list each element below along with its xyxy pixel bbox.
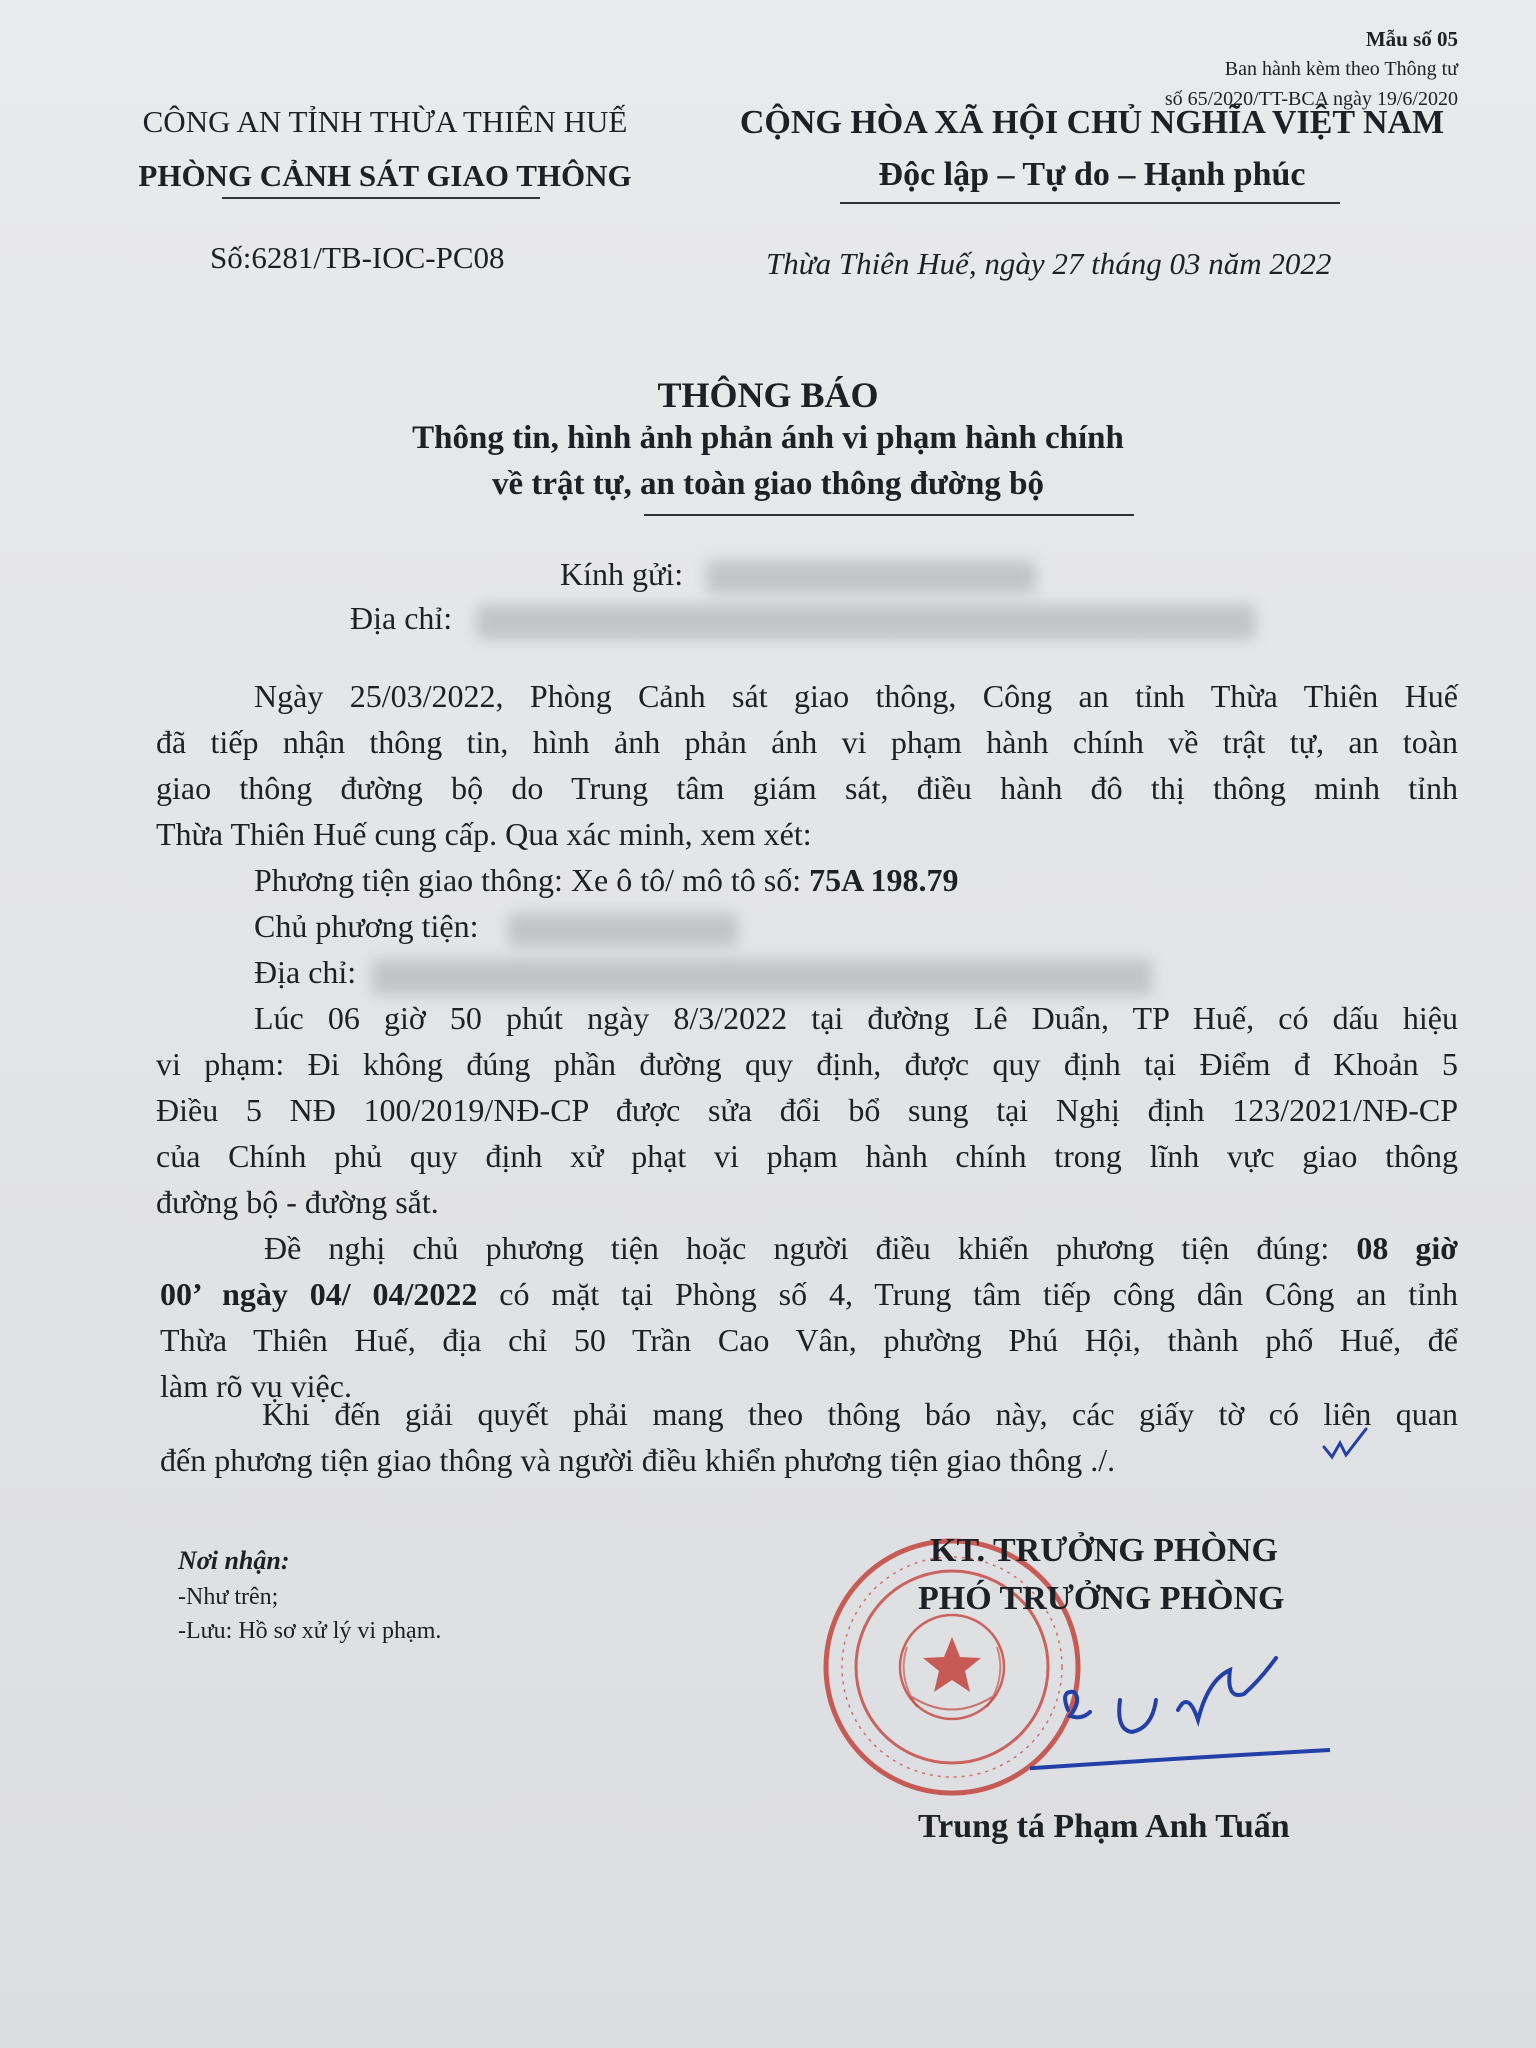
motto-underline <box>840 202 1340 204</box>
p3-line4: làm rõ vụ việc. <box>160 1368 352 1404</box>
owner-address-label: Địa chỉ: <box>254 954 357 990</box>
form-number-label: Mẫu số 05 <box>1365 27 1458 51</box>
owner-redacted <box>508 913 738 947</box>
form-number-line2: số 65/2020/TT-BCA ngày 19/6/2020 <box>1164 88 1458 110</box>
owner-label: Chủ phương tiện: <box>254 908 479 944</box>
document-title: THÔNG BÁO <box>657 375 879 415</box>
document-subtitle-2: về trật tự, an toàn giao thông đường bộ <box>491 466 1044 502</box>
p3-line3: Thừa Thiên Huế, địa chỉ 50 Trần Cao Vân, phường Phú Hội, thành phố Huế, để <box>160 1322 1458 1358</box>
recipient-redacted <box>706 560 1036 594</box>
form-number-block <box>1058 24 1458 114</box>
recipient-address-label: Địa chỉ: <box>350 600 453 636</box>
p1-line4: Thừa Thiên Huế cung cấp. Qua xác minh, xem xét: <box>156 816 812 852</box>
title-underline <box>644 514 1134 516</box>
p2-line3: Điều 5 NĐ 100/2019/NĐ-CP được sửa đổi bổ sung tại Nghị định 123/2021/NĐ-CP <box>156 1092 1458 1128</box>
p4-line1: Khi đến giải quyết phải mang theo thông báo này, các giấy tờ có liên quan <box>262 1396 1458 1432</box>
p2-line4: của Chính phủ quy định xử phạt vi phạm hành chính trong lĩnh vực giao thông <box>156 1138 1458 1174</box>
signature-title-2: PHÓ TRƯỞNG PHÒNG <box>918 1580 1285 1617</box>
recipients-title: Nơi nhận: <box>178 1546 290 1575</box>
p1-line3: giao thông đường bộ do Trung tâm giám sát, điều hành đô thị thông minh tỉnh <box>156 770 1458 806</box>
vehicle-label: Phương tiện giao thông: Xe ô tô/ mô tô số: <box>254 862 802 898</box>
signer-name: Trung tá Phạm Anh Tuấn <box>918 1808 1290 1845</box>
p3-appointment-time: 08 giờ <box>1356 1230 1459 1266</box>
p3-line2-text: có mặt tại Phòng số 4, Trung tâm tiếp công dân Công an tỉnh <box>499 1276 1459 1312</box>
p1-line1: Ngày 25/03/2022, Phòng Cảnh sát giao thông, Công an tỉnh Thừa Thiên Huế <box>254 678 1458 714</box>
signature-title-1: KT. TRƯỞNG PHÒNG <box>930 1532 1278 1569</box>
agency-parent: CÔNG AN TỈNH THỪA THIÊN HUẾ <box>142 104 628 139</box>
p3-line1-text: Đề nghị chủ phương tiện hoặc người điều khiển phương tiện đúng: <box>264 1230 1330 1266</box>
document-number: Số:6281/TB-IOC-PC08 <box>210 240 505 275</box>
nation-motto: Độc lập – Tự do – Hạnh phúc <box>878 156 1306 193</box>
agency-name: PHÒNG CẢNH SÁT GIAO THÔNG <box>138 158 632 193</box>
p1-line2: đã tiếp nhận thông tin, hình ảnh phản ánh vi phạm hành chính về trật tự, an toàn <box>156 724 1458 760</box>
p2-line5: đường bộ - đường sắt. <box>156 1184 439 1220</box>
recipients-item-2: -Lưu: Hồ sơ xử lý vi phạm. <box>178 1618 442 1644</box>
owner-address-redacted <box>372 959 1152 995</box>
document-subtitle-1: Thông tin, hình ảnh phản ánh vi phạm hành chính <box>412 420 1124 456</box>
handwritten-signature-image <box>1030 1650 1330 1810</box>
nation-title: CỘNG HÒA XÃ HỘI CHỦ NGHĨA VIỆT NAM <box>739 104 1445 141</box>
p3-line1 <box>264 1230 1458 1267</box>
p2-line1: Lúc 06 giờ 50 phút ngày 8/3/2022 tại đường Lê Duẩn, TP Huế, có dấu hiệu <box>254 1000 1458 1036</box>
recipient-address-redacted <box>476 604 1256 640</box>
recipients-item-1: -Như trên; <box>178 1584 279 1610</box>
p3-appointment-date: 00’ ngày 04/ 04/2022 <box>160 1276 478 1312</box>
ink-check-mark <box>1320 1425 1370 1465</box>
form-number-line1: Ban hành kèm theo Thông tư <box>1224 58 1458 80</box>
place-date: Thừa Thiên Huế, ngày 27 tháng 03 năm 2022 <box>766 246 1332 281</box>
p3-line2 <box>160 1276 1458 1313</box>
recipient-label: Kính gửi: <box>560 556 684 592</box>
p2-line2: vi phạm: Đi không đúng phần đường quy định, được quy định tại Điểm đ Khoản 5 <box>156 1046 1458 1082</box>
vehicle-plate: 75A 198.79 <box>809 862 959 898</box>
vehicle-line <box>254 862 958 899</box>
p4-line2: đến phương tiện giao thông và người điều khiển phương tiện giao thông ./. <box>160 1442 1116 1478</box>
agency-underline <box>222 197 540 199</box>
